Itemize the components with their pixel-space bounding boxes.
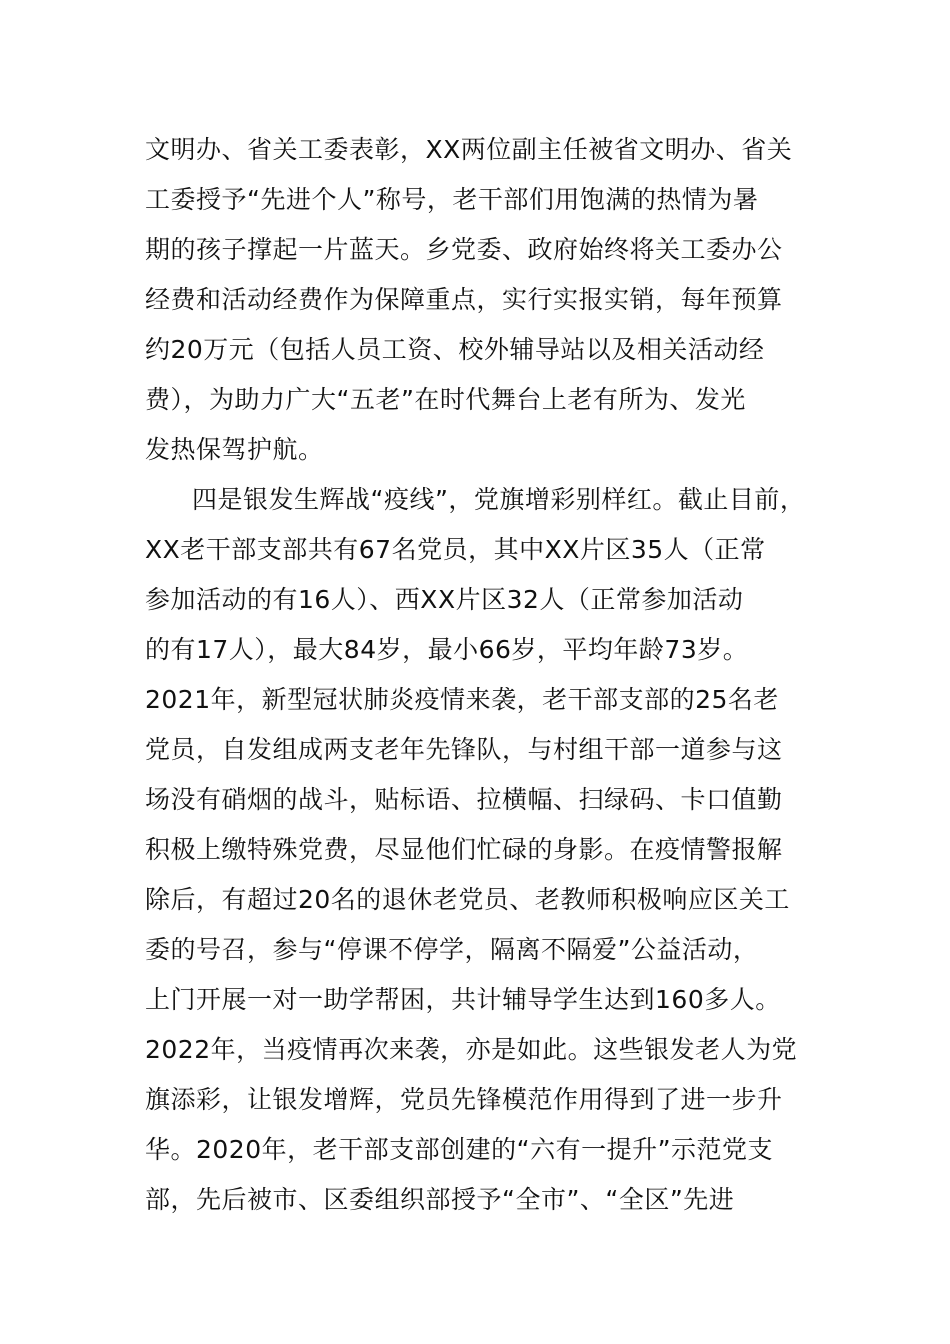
p1-line-1: 文明办、省关工委表彰，XX两位副主任被省文明办、省关 <box>145 135 793 164</box>
p1-line-6: 费），为助力广大“五老”在时代舞台上老有所为、发光 <box>145 385 746 414</box>
p1-line-7: 发热保驾护航。 <box>145 435 324 464</box>
p2-line-4: 的有17人），最大84岁，最小66岁，平均年龄73岁。 <box>145 635 749 664</box>
p2-line-1: 四是银发生辉战“疫线”，党旗增彩别样红。截止目前， <box>192 485 806 514</box>
p2-line-3: 参加活动的有16人）、西XX片区32人（正常参加活动 <box>145 585 744 614</box>
p2-line-5: 2021年，新型冠状肺炎疫情来袭，老干部支部的25名老 <box>145 685 779 714</box>
p2-line-7: 场没有硝烟的战斗，贴标语、拉横幅、扫绿码、卡口值勤 <box>145 785 783 814</box>
p1-line-4: 经费和活动经费作为保障重点，实行实报实销，每年预算 <box>145 285 783 314</box>
p2-line-14: 华。2020年，老干部支部创建的“六有一提升”示范党支 <box>145 1135 774 1164</box>
p2-line-10: 委的号召，参与“停课不停学，隔离不隔爱”公益活动， <box>145 935 759 964</box>
p2-line-9: 除后，有超过20名的退休老党员、老教师积极响应区关工 <box>145 885 790 914</box>
p2-line-15: 部，先后被市、区委组织部授予“全市”、“全区”先进 <box>145 1185 735 1214</box>
p2-line-13: 旗添彩，让银发增辉，党员先锋模范作用得到了进一步升 <box>145 1085 783 1114</box>
p1-line-5: 约20万元（包括人员工资、校外辅导站以及相关活动经 <box>145 335 765 364</box>
p2-line-11: 上门开展一对一助学帮困，共计辅导学生达到160多人。 <box>145 985 781 1014</box>
p2-line-8: 积极上缴特殊党费，尽显他们忙碌的身影。在疫情警报解 <box>145 835 783 864</box>
p2-line-2: XX老干部支部共有67名党员，其中XX片区35人（正常 <box>145 535 766 564</box>
p2-line-12: 2022年，当疫情再次来袭，亦是如此。这些银发老人为党 <box>145 1035 798 1064</box>
p1-line-2: 工委授予“先进个人”称号，老干部们用饱满的热情为暑 <box>145 185 759 214</box>
p1-line-3: 期的孩子撑起一片蓝天。乡党委、政府始终将关工委办公 <box>145 235 783 264</box>
p2-line-6: 党员，自发组成两支老年先锋队，与村组干部一道参与这 <box>145 735 783 764</box>
